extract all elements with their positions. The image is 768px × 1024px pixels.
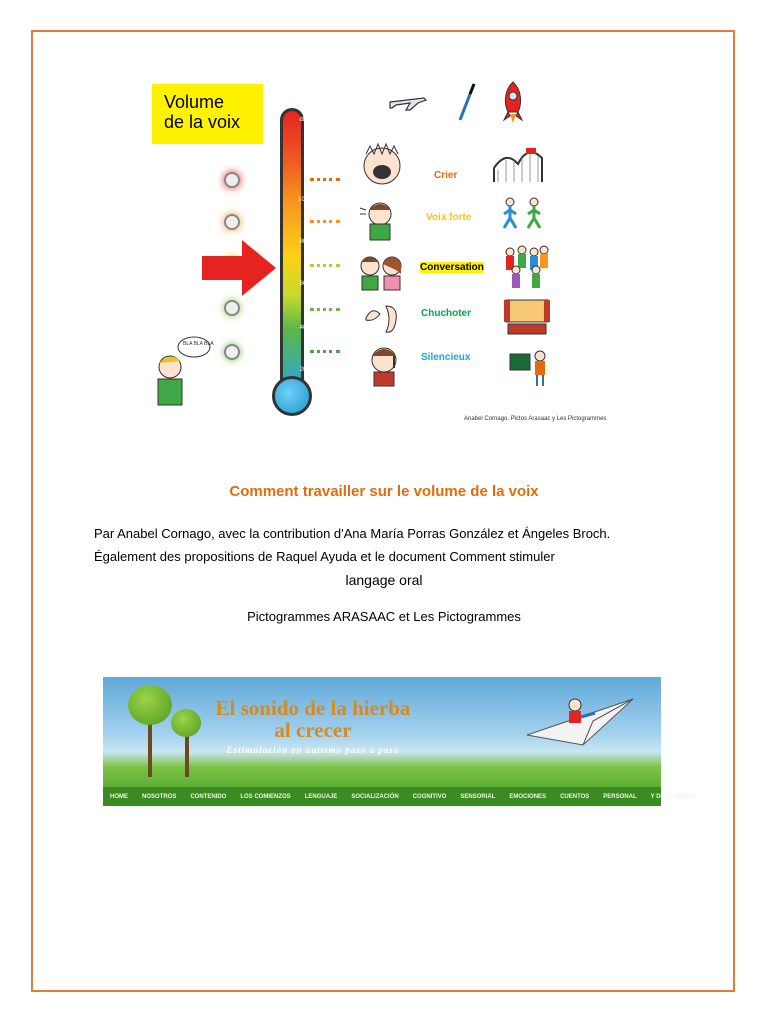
whisper-icon xyxy=(362,300,402,338)
thermometer-tube xyxy=(280,108,308,390)
banner-title-line2: al crecer xyxy=(274,718,352,742)
roller-coaster-icon xyxy=(492,144,544,184)
scale-40: 40 xyxy=(299,325,307,331)
led-orange xyxy=(224,214,240,230)
silent-icon xyxy=(364,342,404,386)
connector-silencieux xyxy=(310,350,340,357)
scale-100: 100 xyxy=(297,197,308,203)
oral-language: langage oral xyxy=(345,572,423,588)
label-conversation: Conversation xyxy=(420,262,484,273)
scale-20: 20 xyxy=(299,367,307,373)
nav-sensorial[interactable]: SENSORIAL xyxy=(460,793,496,800)
nav-cognitivo[interactable]: COGNITIVO xyxy=(412,793,447,800)
speech-bubble-text: BLA BLA BLA xyxy=(183,341,214,347)
additional-contributions: Également des propositions de Raquel Ayuda et le document Comment stimuler xyxy=(94,549,555,564)
volume-label-box xyxy=(152,84,263,144)
rocket-icon xyxy=(496,80,530,124)
banner-subtitle: Estimulación en autismo paso a paso xyxy=(226,745,400,755)
label-crier: Crier xyxy=(434,170,458,181)
led-green xyxy=(224,300,240,316)
nav-emociones[interactable]: EMOCIONES xyxy=(509,793,547,800)
paper-plane-boy-icon xyxy=(523,683,643,753)
nav-y-de-la-mente[interactable]: Y DE LA MENTE xyxy=(650,793,697,800)
nav-contenido[interactable]: CONTENIDO xyxy=(190,793,227,800)
red-arrow-icon xyxy=(202,238,276,298)
website-banner[interactable] xyxy=(103,677,697,806)
conversation-icon xyxy=(356,252,404,290)
banner-title-line1: El sonido de la hierba xyxy=(215,696,411,720)
shouting-face-icon xyxy=(358,142,406,186)
nav-home[interactable]: HOME xyxy=(110,793,128,800)
nav-lenguaje[interactable]: LENGUAJE xyxy=(304,793,338,800)
byline: Par Anabel Cornago, avec la contribution d'Ana María Porras González et Ángeles Broch. xyxy=(94,526,611,541)
boy-speaking-icon xyxy=(154,333,222,408)
nav-nosotros[interactable]: NOSOTROS xyxy=(142,793,177,800)
nav-cuentos[interactable]: CUENTOS xyxy=(560,793,590,800)
thermometer-bulb xyxy=(272,376,312,416)
document-title: Comment travailler sur le volume de la voix xyxy=(229,483,539,500)
classroom-icon xyxy=(508,348,550,388)
volume-label-line1: Volume xyxy=(164,92,225,112)
cinema-icon xyxy=(504,298,550,336)
crowd-icon xyxy=(502,244,550,288)
label-silencieux: Silencieux xyxy=(421,352,471,363)
connector-chuchoter xyxy=(310,308,340,315)
people-walking-icon xyxy=(498,196,548,232)
pictogram-credits: Pictogrammes ARASAAC et Les Pictogrammes xyxy=(247,609,521,624)
nav-personal[interactable]: PERSONAL xyxy=(603,793,637,800)
thermometer xyxy=(272,108,312,428)
scale-80: 80 xyxy=(299,239,307,245)
connector-crier xyxy=(310,178,340,185)
scale-db: dB xyxy=(299,117,307,123)
scale-60: 60 xyxy=(299,281,307,287)
connector-conversation xyxy=(310,264,340,271)
banner-navbar xyxy=(103,787,697,806)
airplane-icon xyxy=(388,84,428,114)
nav-los-comienzos[interactable]: LOS COMIENZOS xyxy=(240,793,291,800)
voice-volume-infographic xyxy=(150,78,630,428)
image-credit: Anabel Cornago. Pictos Arasaac y Les Pictogrammes xyxy=(464,416,607,422)
connector-voix-forte xyxy=(310,220,340,227)
led-light-green xyxy=(224,344,240,360)
led-red xyxy=(224,172,240,188)
nav-socializacion[interactable]: SOCIALIZACIÓN xyxy=(351,793,399,800)
volume-label-line2: de la voix xyxy=(164,112,241,132)
label-chuchoter: Chuchoter xyxy=(421,308,471,319)
rocket-pen-icon xyxy=(456,82,478,122)
banner-title xyxy=(103,697,523,741)
loud-voice-icon xyxy=(358,198,398,240)
label-voix-forte: Voix forte xyxy=(426,212,472,223)
